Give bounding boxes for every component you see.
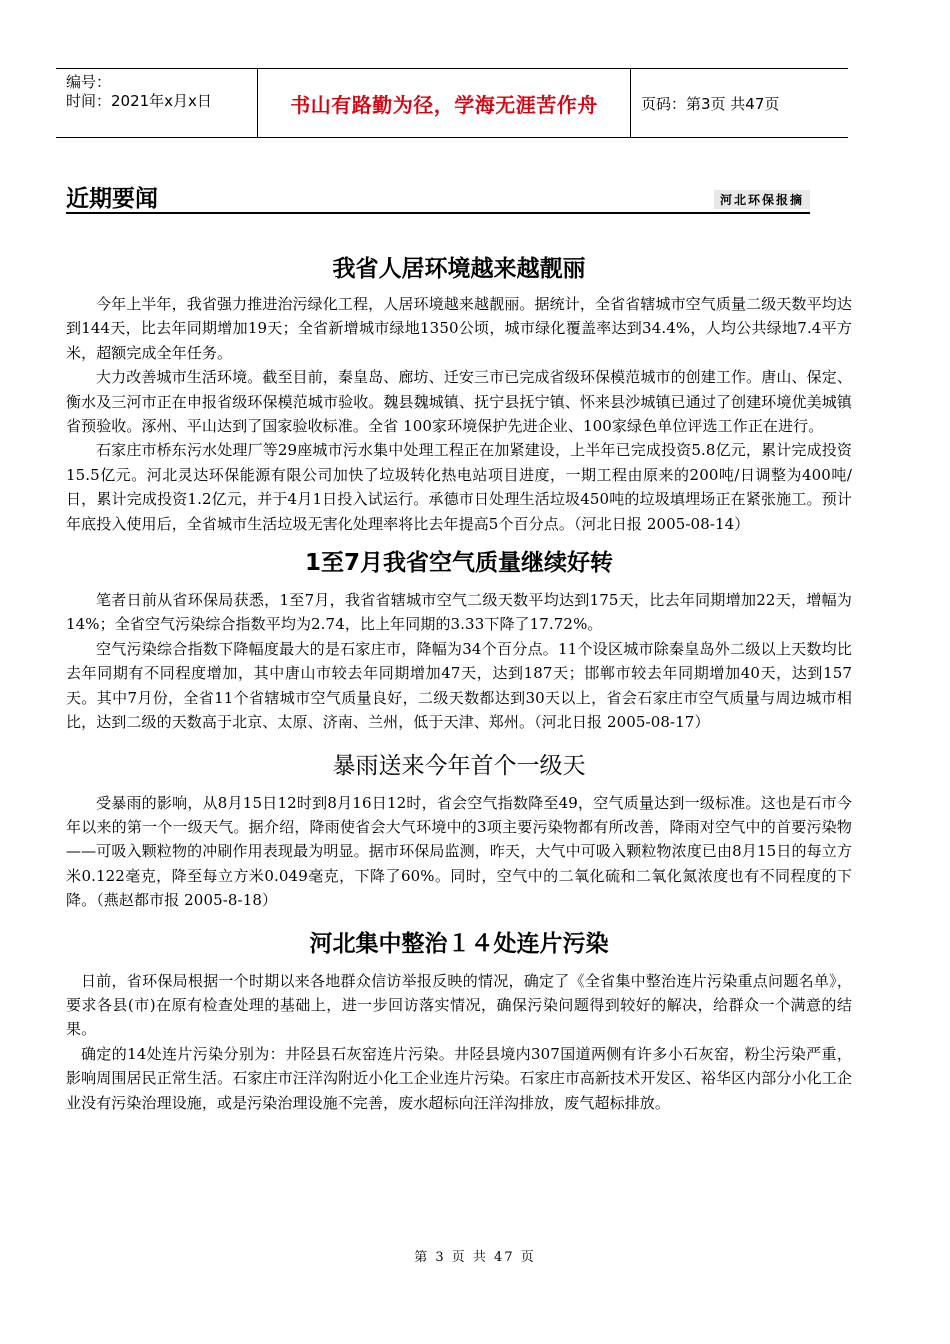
section-header (66, 176, 810, 214)
article-title: 我省人居环境越来越靓丽 (332, 256, 586, 282)
header-motto: 书山有路勤为径，学海无涯苦作舟 (258, 69, 631, 137)
article-title: 1至7月我省空气质量继续好转 (304, 550, 613, 577)
article-paragraph: 石家庄市桥东污水处理厂等29座城市污水集中处理工程正在加紧建设，上半年已完成投资5.8亿元，累计完成投资15.5亿元。河北灵达环保能源有限公司加快了垃圾转化热电站项目进度，一期工程由原来的200吨/日调整为400吨/日，累计完成投资1.2亿元，并于4月1日投入试运行。承德市日处理生活垃圾450吨的垃圾填埋场正在紧张施工。预计年底投入使用后，全省城市生活垃圾无害化处理率将比去年提高5个百分点。（河北日报 2005-08-14） (66, 441, 852, 533)
page-header (56, 68, 848, 138)
section-source-badge: 河北环保报摘 (714, 190, 810, 209)
article-2 (66, 546, 852, 734)
article-title: 河北集中整治１４处连片污染 (309, 930, 609, 957)
header-page-info: 页码：第3页 共47页 (641, 94, 780, 113)
header-meta (56, 69, 258, 137)
article-content (66, 252, 852, 1115)
article-paragraph: 大力改善城市生活环境。截至目前，秦皇岛、廊坊、迁安三市已完成省级环保模范城市的创建工作。唐山、保定、衡水及三河市正在申报省级环保模范城市验收。魏县魏城镇、抚宁县抚宁镇、怀来县沙城镇已通过了创建环境优美城镇省预验收。涿州、平山达到了国家验收标准。全省 100家环境保护先进企业、100家绿色单位评选工作正在进行。 (66, 368, 852, 436)
article-3 (66, 749, 852, 913)
section-title: 近期要闻 (66, 186, 158, 212)
article-title: 暴雨送来今年首个一级天 (332, 752, 586, 779)
page-footer: 第 3 页 共 47 页 (414, 1250, 536, 1265)
article-paragraph: 确定的14处连片污染分别为：井陉县石灰窑连片污染。井陉县境内307国道两侧有许多小石灰窑，粉尘污染严重，影响周围居民正常生活。石家庄市汪洋沟附近小化工企业连片污染。石家庄市高新技术开发区、裕华区内部分小化工企业没有污染治理设施，或是污染治理设施不完善，废水超标向汪洋沟排放，废气超标排放。 (66, 1044, 852, 1112)
article-4 (66, 927, 852, 1115)
document-time-label: 时间：2021年x月x日 (66, 92, 212, 110)
article-paragraph: 受暴雨的影响，从8月15日12时到8月16日12时，省会空气指数降至49，空气质量达到一级标准。这也是石市今年以来的第一个一级天气。据介绍，降雨使省会大气环境中的3项主要污染物都有所改善，降雨对空气中的首要污染物——可吸入颗粒物的冲刷作用表现最为明显。据市环保局监测，昨天，大气中可吸入颗粒物浓度已由8月15日的每立方米0.122毫克，降至每立方米0.049毫克，下降了60%。同时，空气中的二氧化硫和二氧化氮浓度也有不同程度的下降。（燕赵都市报 2005-8-18） (66, 793, 852, 910)
article-paragraph: 今年上半年，我省强力推进治污绿化工程，人居环境越来越靓丽。据统计，全省省辖城市空气质量二级天数平均达到144天，比去年同期增加19天；全省新增城市绿地1350公顷，城市绿化覆盖率达到34.4%，人均公共绿地7.4平方米，超额完成全年任务。 (66, 295, 852, 362)
document-number-label: 编号： (66, 73, 112, 91)
article-paragraph: 笔者日前从省环保局获悉，1至7月，我省省辖城市空气二级天数平均达到175天，比去年同期增加22天，增幅为14%；全省空气污染综合指数平均为2.74，比上年同期的3.33下降了17.72%。 (66, 591, 852, 634)
article-paragraph: 日前，省环保局根据一个时期以来各地群众信访举报反映的情况，确定了《全省集中整治连片污染重点问题名单》，要求各县(市)在原有检查处理的基础上，进一步回访落实情况，确保污染问题得到较好的解决，给群众一个满意的结果。 (66, 971, 852, 1039)
article-paragraph: 空气污染综合指数下降幅度最大的是石家庄市，降幅为34个百分点。11个设区城市除秦皇岛外二级以上天数均比去年同期有不同程度增加，其中唐山市较去年同期增加47天，达到187天；邯郸市较去年同期增加40天，达到157天。其中7月份，全省11个省辖城市空气质量良好，二级天数都达到30天以上，省会石家庄市空气质量与周边城市相比，达到二级的天数高于北京、太原、济南、兰州，低于天津、郑州。（河北日报 2005-08-17） (66, 639, 852, 732)
article-1 (66, 252, 852, 536)
